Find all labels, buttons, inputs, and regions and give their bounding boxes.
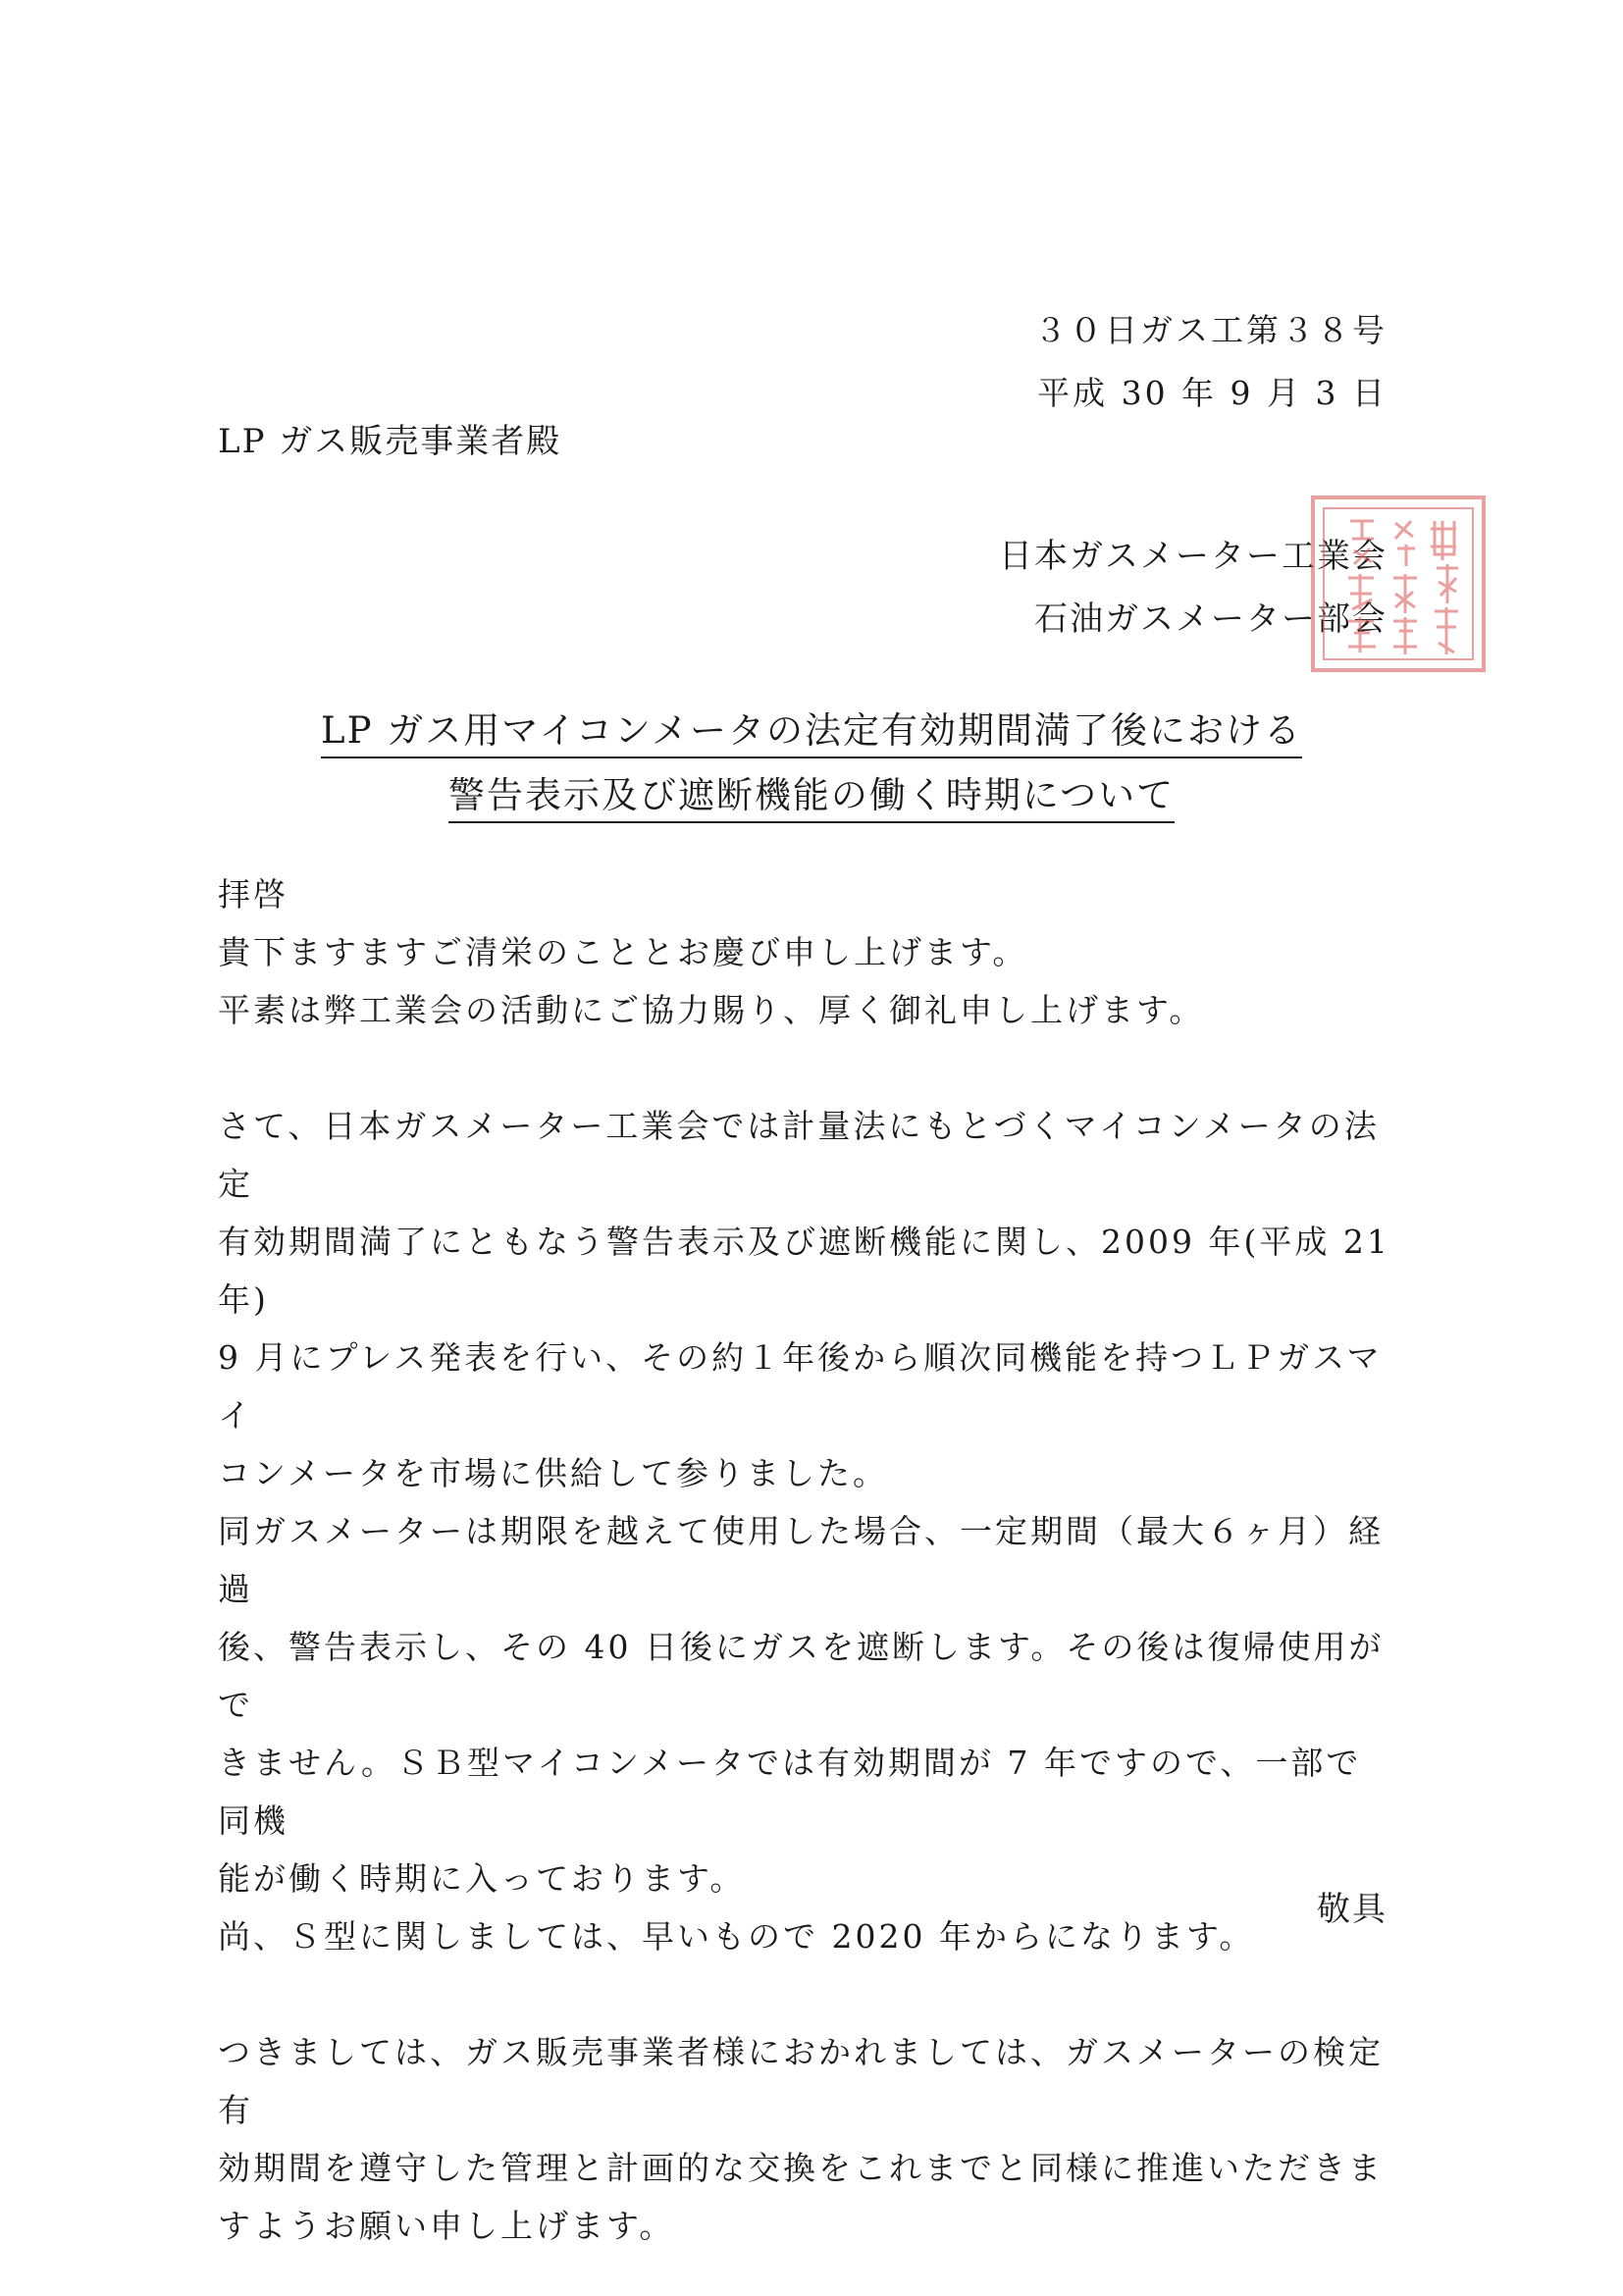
- para1-line: きません。ＳＢ型マイコンメータでは有効期間が 7 年ですので、一部で同機: [218, 1744, 1362, 1840]
- para1-line: 9 月にプレス発表を行い、その約１年後から順次同機能を持つＬＰガスマイ: [218, 1338, 1383, 1435]
- para1-line: 有効期間満了にともなう警告表示及び遮断機能に関し、2009 年(平成 21 年): [218, 1223, 1390, 1319]
- para1-line: 同ガスメーターは期限を越えて使用した場合、一定期間（最大６ヶ月）経過: [218, 1512, 1384, 1608]
- para1-line: 能が働く時期に入っております。: [218, 1859, 746, 1898]
- official-seal-stamp: [1311, 496, 1486, 672]
- letter-body: [218, 865, 1395, 2255]
- para1-line: 後、警告表示し、その 40 日後にガスを遮断します。その後は復帰使用がで: [218, 1628, 1385, 1724]
- paragraph-gap: [218, 1039, 1395, 1097]
- para1-line: 尚、Ｓ型に関しましては、早いもので 2020 年からになります。: [218, 1917, 1255, 1956]
- greeting-line-2: 平素は弊工業会の活動にご協力賜り、厚く御礼申し上げます。: [218, 991, 1205, 1029]
- document-date: 平成 30 年 9 月 3 日: [1037, 374, 1387, 412]
- salutation: 拝啓: [218, 875, 288, 913]
- sender-department: 石油ガスメーター部会: [1034, 600, 1387, 639]
- title-line-2: 警告表示及び遮断機能の働く時期について: [448, 770, 1175, 823]
- sender-organization: 日本ガスメーター工業会: [999, 537, 1387, 576]
- para2-line: つきましては、ガス販売事業者様におかれましては、ガスメーターの検定有: [218, 2033, 1384, 2129]
- title-line-1: LP ガス用マイコンメータの法定有効期間満了後における: [321, 705, 1302, 758]
- para1-line: さて、日本ガスメーター工業会では計量法にもとづくマイコンメータの法定: [218, 1107, 1380, 1203]
- addressee: LP ガス販売事業者殿: [218, 422, 562, 461]
- para2-line: すようお願い申し上げます。: [218, 2207, 675, 2245]
- para2-line: 効期間を遵守した管理と計画的な交換をこれまでと同様に推進いただきま: [218, 2149, 1384, 2187]
- para1-line: コンメータを市場に供給して参りました。: [218, 1454, 889, 1492]
- document-number: ３０日ガス工第３８号: [1034, 311, 1387, 349]
- reference-block: [1034, 299, 1387, 425]
- closing-phrase: 敬具: [1317, 1890, 1387, 1929]
- document-title: [0, 699, 1623, 828]
- greeting-line-1: 貴下ますますご清栄のこととお慶び申し上げます。: [218, 933, 1028, 971]
- paragraph-gap: [218, 1965, 1395, 2023]
- seal-glyphs-icon: [1315, 499, 1490, 676]
